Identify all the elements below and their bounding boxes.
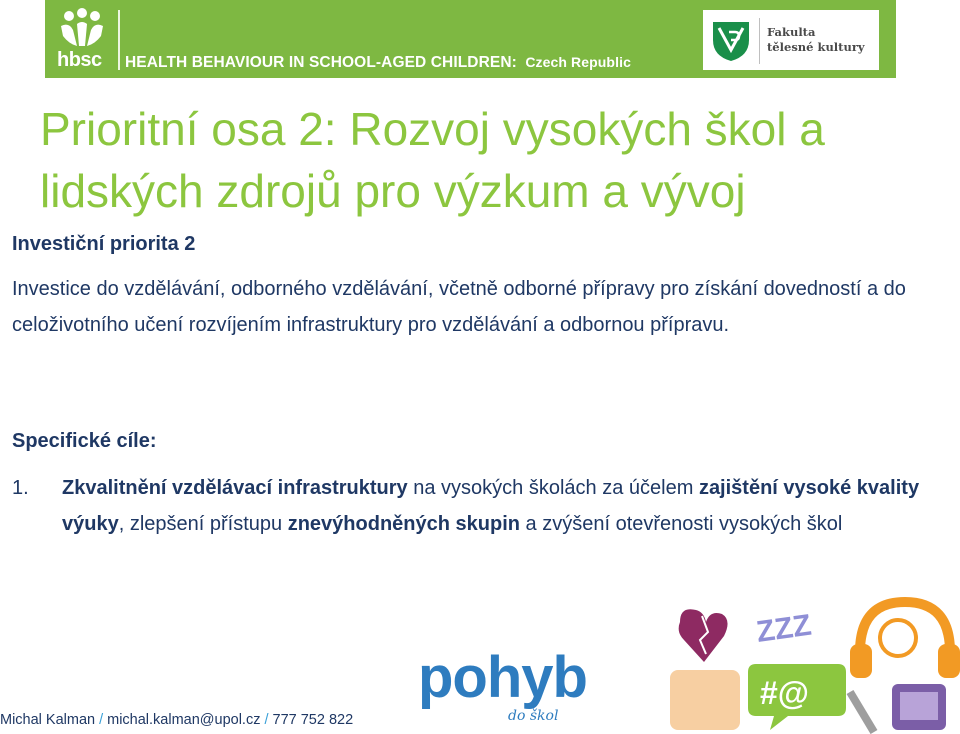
goal-text-part2: , zlepšení přístupu (118, 513, 288, 535)
footer-name: Michal Kalman (0, 712, 96, 728)
footer-email[interactable]: michal.kalman@upol.cz (107, 712, 261, 728)
footer-contact (0, 712, 353, 728)
footer-separator: / (99, 712, 104, 728)
footer-phone: 777 752 822 (272, 712, 354, 728)
priority-description: Investice do vzdělávání, odborného vzdělávání, včetně odborné přípravy pro získání dovedností a do celoživotního učení rozvíjením infrastruktury pro vzdělávání a odbornou přípravu. (12, 278, 906, 336)
goal-text-part1: na vysokých školách za účelem (407, 477, 699, 499)
slide-title-line2: lidských zdrojů pro výzkum a vývoj (40, 165, 746, 217)
banner-title (125, 54, 631, 72)
pohyb-wordmark: pohyb (418, 645, 587, 710)
goal-text-part3: a zvýšení otevřenosti vysokých škol (519, 513, 843, 535)
svg-text:#@: #@ (760, 675, 809, 711)
faculty-name (767, 25, 865, 55)
goal-bold-infrastructure: Zkvalitnění vzdělávací infrastruktury (62, 477, 408, 499)
faculty-line2: tělesné kultury (767, 40, 865, 54)
goal-number: 1. (12, 477, 29, 499)
faculty-logo-divider (759, 18, 760, 64)
faculty-line1: Fakulta (767, 25, 816, 39)
goal-bold-quality: zajištění vysoké kvality výuky (62, 477, 920, 535)
header-banner (45, 0, 896, 78)
banner-divider (118, 10, 120, 70)
zzz-icon: ZZZ (754, 608, 814, 649)
faculty-logo (703, 10, 879, 70)
priority-heading: Investiční priorita 2 (12, 233, 196, 255)
slide-title (40, 98, 920, 222)
pohyb-subtitle: do škol (508, 708, 559, 724)
hbsc-wordmark: hbsc (57, 49, 102, 71)
slide-title-line1: Prioritní osa 2: Rozvoj vysokých škol a (40, 103, 825, 155)
banner-country: Czech Republic (525, 54, 631, 70)
goal-text (62, 470, 942, 542)
goals-heading: Specifické cíle: (12, 430, 157, 452)
upol-shield-icon (711, 20, 751, 62)
goal-bold-groups: znevýhodněných skupin (287, 513, 520, 535)
footer-separator: / (264, 712, 269, 728)
pohyb-logo (418, 645, 628, 734)
banner-title-text: HEALTH BEHAVIOUR IN SCHOOL-AGED CHILDREN: (125, 54, 517, 71)
activity-illustration-icon (660, 592, 960, 734)
